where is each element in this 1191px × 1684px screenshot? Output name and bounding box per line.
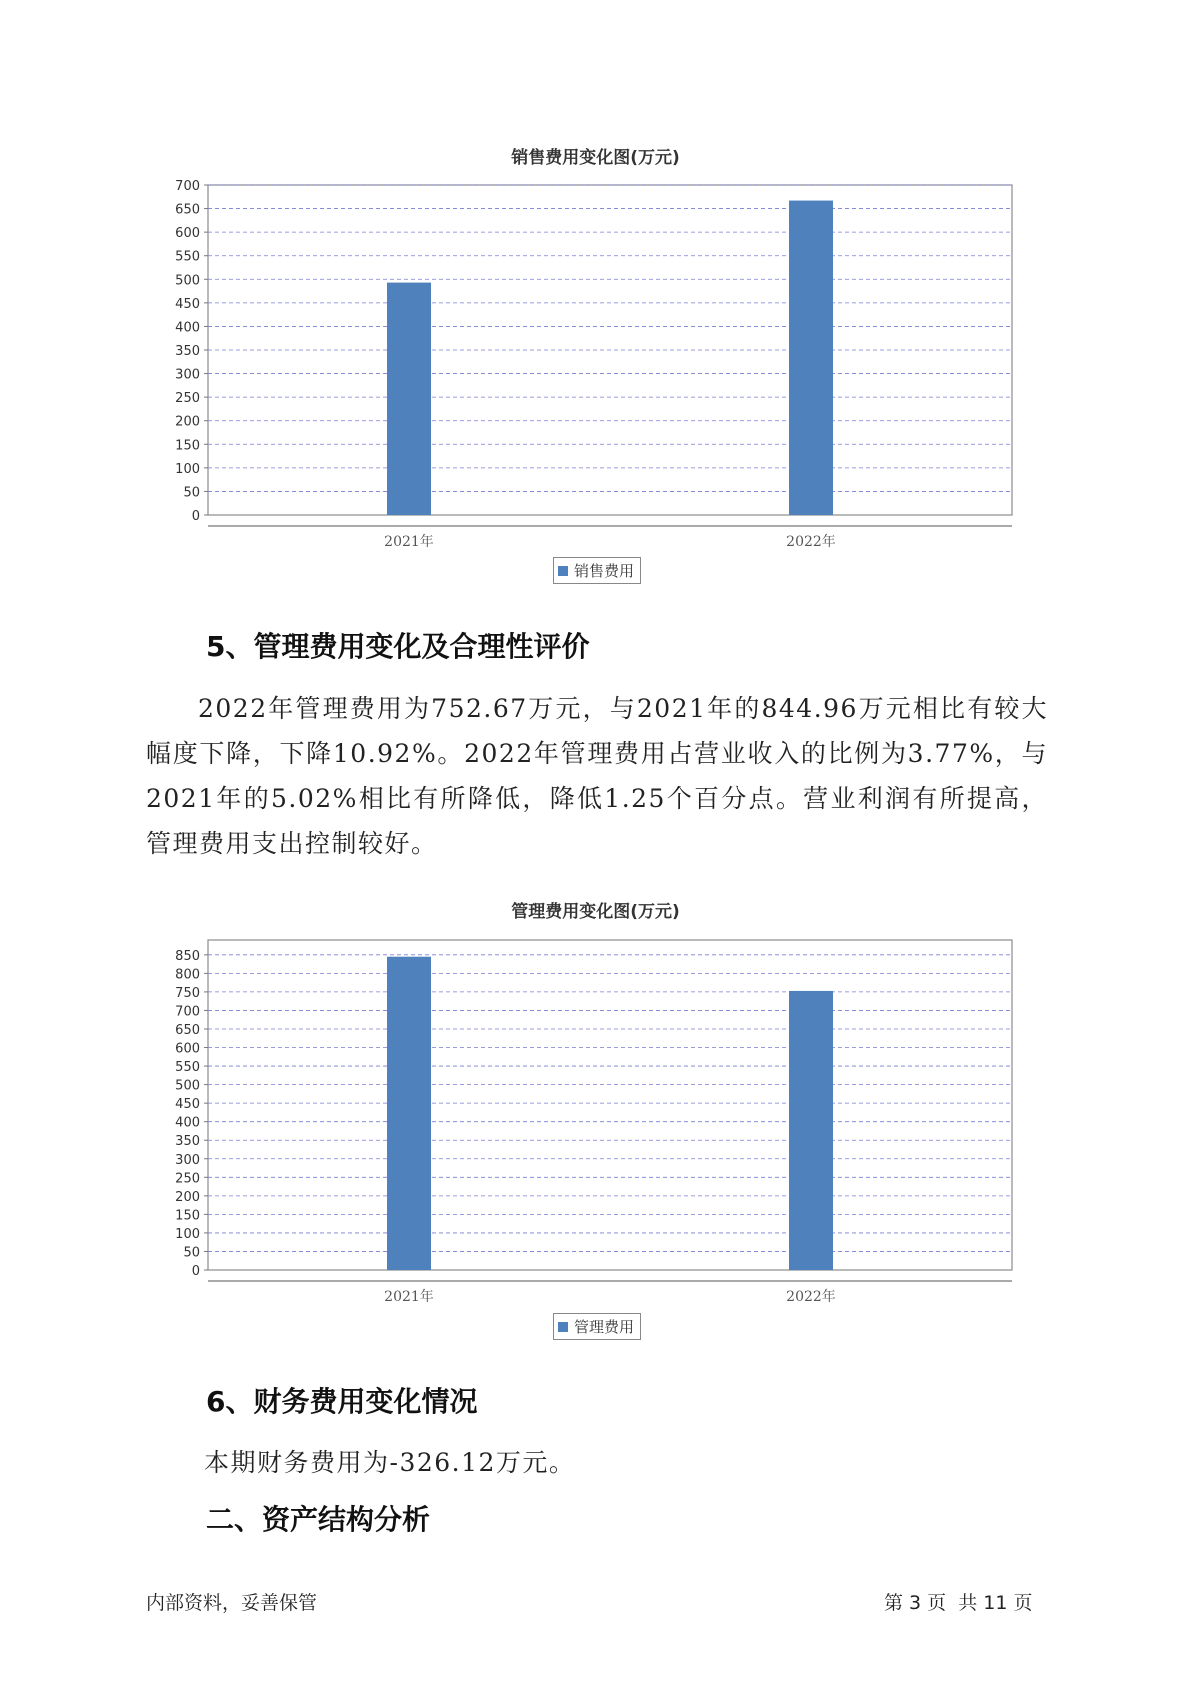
sales-expense-chart [0, 170, 1191, 610]
y-tick-label: 250 [175, 1171, 200, 1187]
bar [789, 991, 833, 1270]
y-tick-label: 750 [175, 985, 200, 1001]
section6-heading: 6、财务费用变化情况 [206, 1385, 478, 1418]
footer-page-number: 第 3 页 共 11 页 [884, 1592, 1033, 1614]
section6-text: 本期财务费用为-326.12万元。 [204, 1448, 576, 1477]
chart1-legend [553, 557, 641, 584]
y-tick-label: 400 [175, 1115, 200, 1131]
y-tick-label: 700 [175, 1004, 200, 1020]
y-tick-label: 300 [175, 367, 200, 383]
y-tick-label: 50 [183, 485, 200, 501]
footer-confidential: 内部资料，妥善保管 [146, 1592, 318, 1614]
legend-swatch [558, 566, 568, 576]
y-tick-label: 0 [191, 1264, 200, 1279]
chart2-title: 管理费用变化图(万元) [511, 902, 680, 922]
y-tick-label: 350 [175, 344, 200, 359]
y-tick-label: 200 [175, 1189, 200, 1205]
y-tick-label: 300 [175, 1152, 200, 1168]
y-tick-label: 0 [191, 509, 200, 524]
y-tick-label: 450 [175, 296, 200, 312]
y-tick-label: 500 [175, 273, 200, 289]
plot-area [208, 940, 1012, 1270]
y-tick-label: 400 [175, 320, 200, 336]
y-tick-label: 500 [175, 1078, 200, 1094]
legend-swatch [558, 1322, 568, 1332]
y-tick-label: 250 [175, 391, 200, 407]
y-tick-label: 850 [175, 948, 200, 964]
legend-label: 管理费用 [574, 1318, 635, 1336]
y-tick-label: 100 [175, 461, 200, 477]
y-tick-label: 650 [175, 202, 200, 218]
x-tick-label: 2021年 [384, 534, 434, 550]
chart1-title: 销售费用变化图(万元) [511, 148, 680, 168]
y-tick-label: 150 [175, 1208, 200, 1224]
y-tick-label: 100 [175, 1226, 200, 1242]
y-tick-label: 800 [175, 967, 200, 983]
x-tick-label: 2022年 [786, 1289, 836, 1305]
legend-label: 销售费用 [574, 562, 635, 580]
y-tick-label: 600 [175, 226, 200, 242]
y-tick-label: 450 [175, 1097, 200, 1113]
admin-expense-chart [0, 925, 1191, 1365]
chart2-legend [553, 1313, 641, 1340]
asset-structure-heading: 二、资产结构分析 [206, 1503, 431, 1536]
y-tick-label: 700 [175, 179, 200, 194]
y-tick-label: 200 [175, 414, 200, 430]
bar [387, 283, 431, 515]
y-tick-label: 550 [175, 1060, 200, 1076]
y-tick-label: 50 [183, 1245, 200, 1261]
y-tick-label: 650 [175, 1022, 200, 1038]
y-tick-label: 550 [175, 249, 200, 265]
bar [387, 957, 431, 1270]
section5-heading: 5、管理费用变化及合理性评价 [206, 630, 590, 663]
bar [789, 201, 833, 515]
y-tick-label: 600 [175, 1041, 200, 1057]
x-tick-label: 2021年 [384, 1289, 434, 1305]
x-tick-label: 2022年 [786, 534, 836, 550]
y-tick-label: 150 [175, 438, 200, 454]
y-tick-label: 350 [175, 1134, 200, 1150]
section5-paragraph: 2022年管理费用为752.67万元，与2021年的844.96万元相比有较大幅度下降，下降10.92%。2022年管理费用占营业收入的比例为3.77%，与2021年的5.02%相比有所降低，降低1.25个百分点。营业利润有所提高，管理费用支出控制较好。 [146, 694, 1048, 858]
